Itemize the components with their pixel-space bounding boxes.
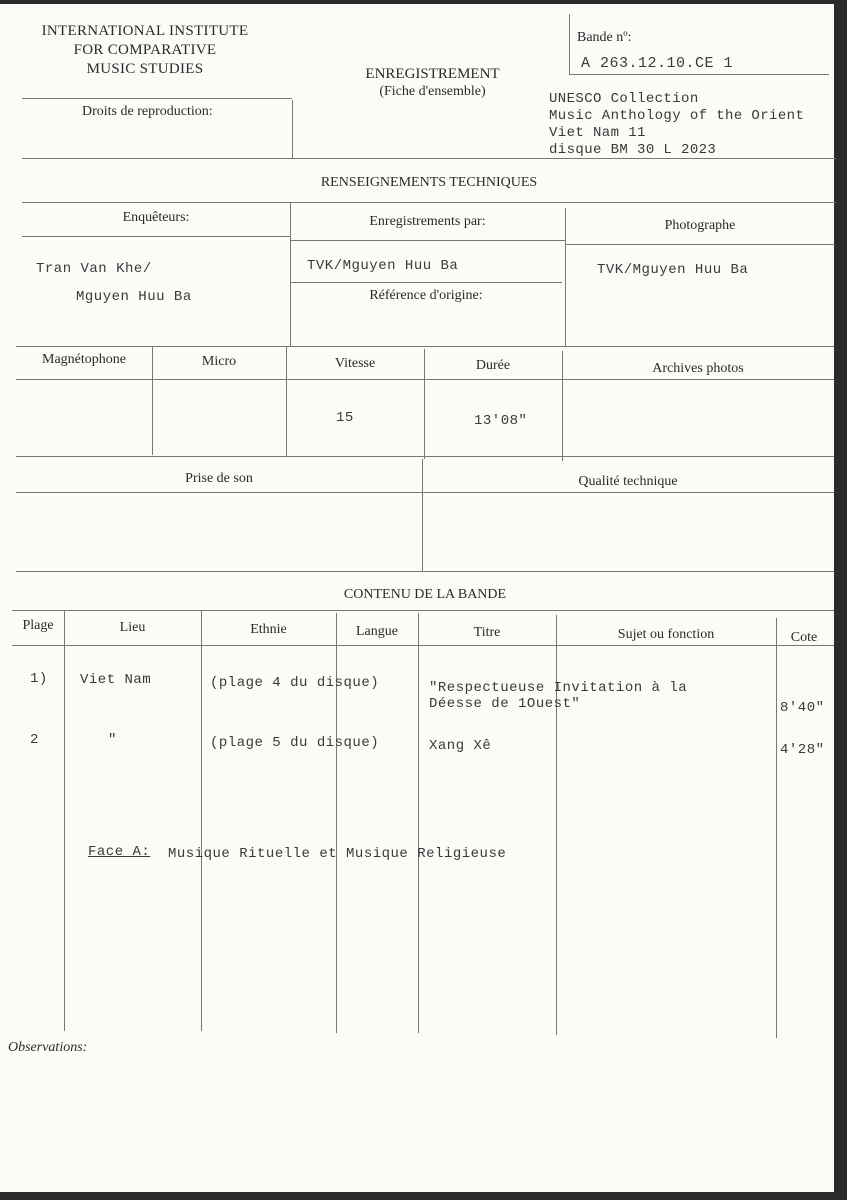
row-lieu: "	[108, 732, 117, 748]
column-header-lieu: Lieu	[119, 620, 146, 635]
row-titre: "Respectueuse Invitation à la	[429, 680, 688, 696]
enqueteur-value: Tran Van Khe/	[36, 261, 152, 277]
institute-line: INTERNATIONAL INSTITUTE	[41, 23, 249, 39]
enregistrements-label: Enregistrements par:	[369, 214, 486, 229]
archives-label: Archives photos	[652, 361, 744, 376]
column-header-sujet: Sujet ou fonction	[617, 627, 715, 642]
row-ethnie: (plage 4 du disque)	[210, 675, 380, 691]
enqueteur-value: Mguyen Huu Ba	[76, 289, 192, 305]
form-title: ENREGISTREMENT	[365, 66, 500, 82]
prise-de-son-label: Prise de son	[185, 471, 253, 486]
institute-name	[20, 22, 270, 79]
enqueteurs-label: Enquêteurs:	[122, 210, 190, 225]
collection-line: Viet Nam 11	[549, 125, 646, 141]
institute-line: MUSIC STUDIES	[86, 61, 204, 77]
column-header-plage: Plage	[22, 618, 54, 633]
catalog-form	[0, 4, 834, 1192]
column-header-titre: Titre	[473, 625, 501, 640]
rights-label: Droits de reproduction:	[82, 104, 213, 119]
micro-label: Micro	[201, 354, 237, 369]
contents-section-title: CONTENU DE LA BANDE	[343, 587, 507, 602]
magnetophone-label: Magnétophone	[42, 352, 126, 367]
row-plage: 1)	[30, 671, 48, 687]
column-header-cote: Cote	[790, 630, 818, 645]
vitesse-label: Vitesse	[334, 356, 376, 371]
form-subtitle: (Fiche d'ensemble)	[379, 84, 486, 99]
enregistrements-value: TVK/Mguyen Huu Ba	[307, 258, 459, 274]
row-titre: Déesse de 1Ouest"	[429, 696, 581, 712]
institute-line: FOR COMPARATIVE	[73, 42, 217, 58]
row-cote: 8'40"	[780, 700, 825, 716]
collection-line: disque BM 30 L 2023	[549, 142, 717, 158]
row-ethnie: (plage 5 du disque)	[210, 735, 380, 751]
collection-info	[549, 91, 804, 159]
row-cote: 4'28"	[780, 742, 825, 758]
row-titre: Xang Xê	[429, 738, 492, 754]
collection-line: UNESCO Collection	[549, 91, 699, 107]
photographe-label: Photographe	[664, 218, 736, 233]
bande-label: Bande nº:	[577, 30, 632, 45]
duree-label: Durée	[475, 358, 511, 373]
column-header-langue: Langue	[356, 624, 398, 639]
qualite-technique-label: Qualité technique	[578, 474, 678, 489]
photographe-value: TVK/Mguyen Huu Ba	[597, 262, 749, 278]
duree-value: 13'08"	[474, 413, 528, 429]
reference-label: Référence d'origine:	[369, 288, 483, 303]
vitesse-value: 15	[336, 410, 354, 426]
row-lieu: Viet Nam	[80, 672, 152, 688]
row-plage: 2	[30, 732, 39, 748]
face-label: Face A:	[88, 844, 151, 860]
observations-label: Observations:	[8, 1040, 88, 1055]
face-text: Musique Rituelle et Musique Religieuse	[168, 846, 507, 862]
column-header-ethnie: Ethnie	[250, 622, 287, 637]
collection-line: Music Anthology of the Orient	[549, 108, 805, 124]
technical-section-title: RENSEIGNEMENTS TECHNIQUES	[320, 175, 538, 190]
bande-number: A 263.12.10.CE 1	[581, 55, 734, 72]
